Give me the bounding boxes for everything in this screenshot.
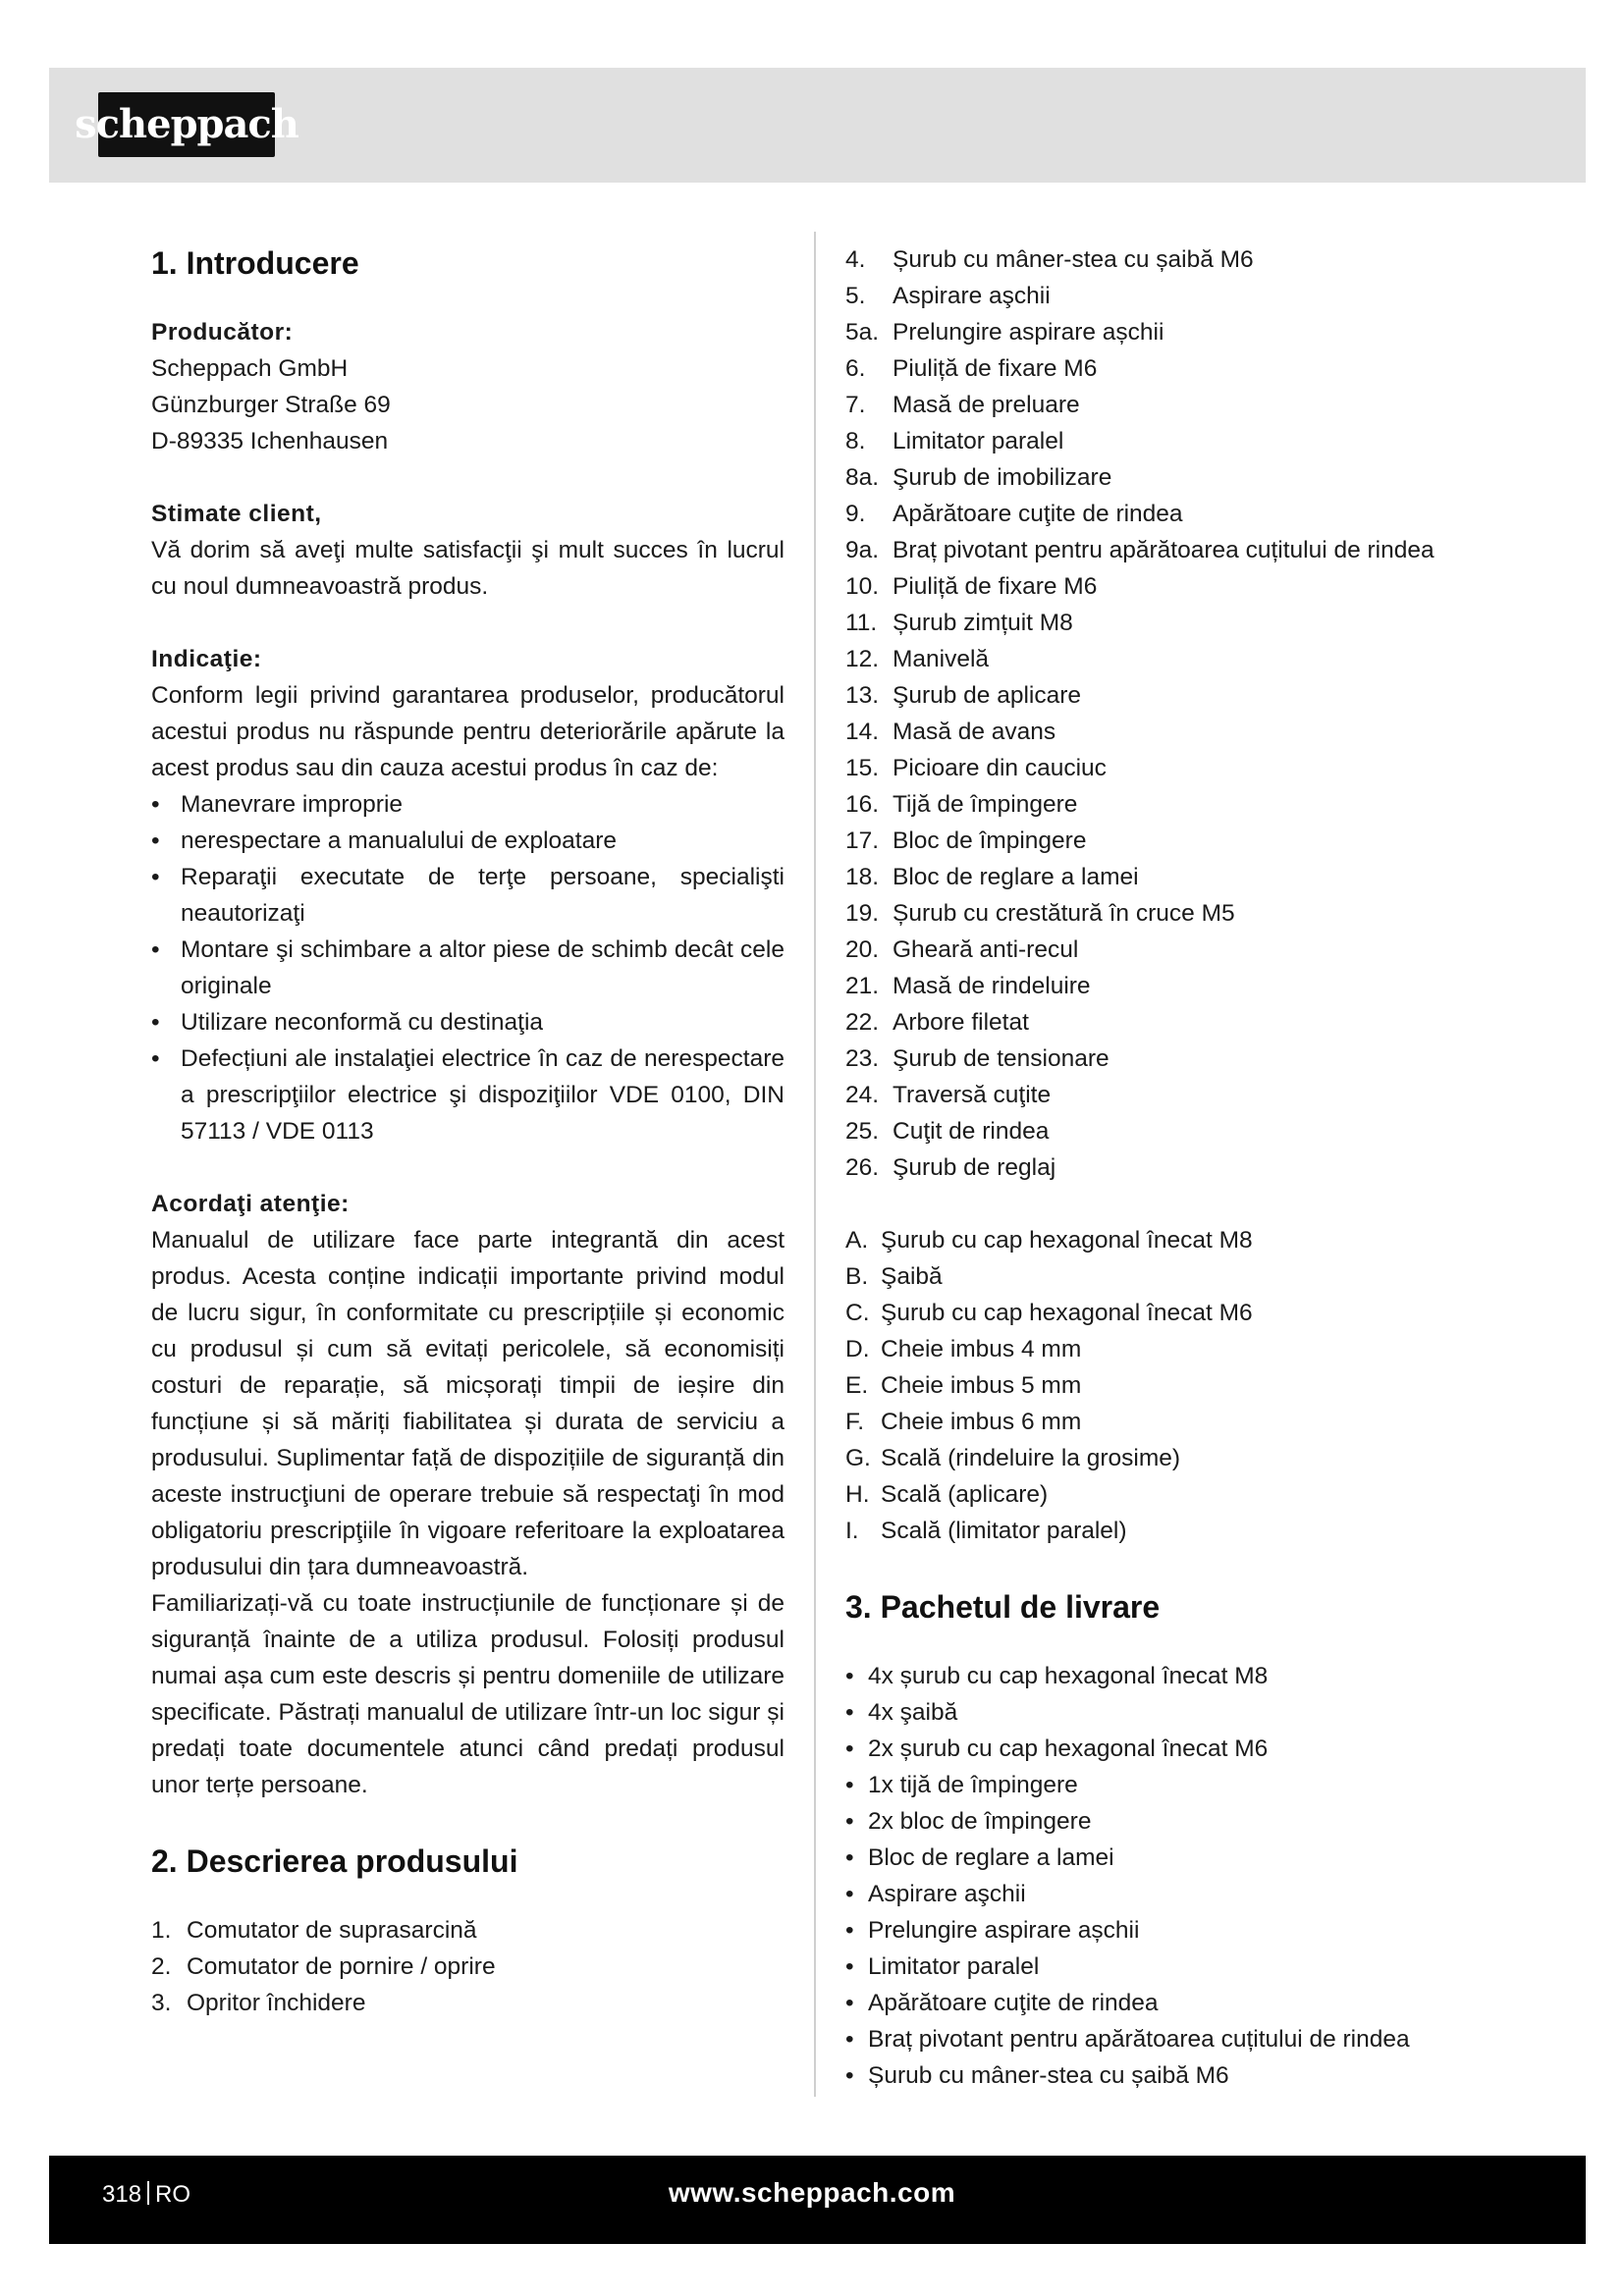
- accessory-letter-list: [845, 1222, 1533, 1549]
- list-item: 9. Apărătoare cuţite de rindea: [845, 501, 1183, 527]
- list-item: A. Şurub cu cap hexagonal înecat M8: [845, 1227, 1253, 1254]
- column-divider: [814, 232, 816, 2097]
- manufacturer-line: D-89335 Ichenhausen: [151, 428, 389, 454]
- list-item: • Șurub cu mâner-stea cu șaibă M6: [845, 2057, 1533, 2094]
- delivery-list: [845, 1658, 1533, 2094]
- list-item: • 4x şaibă: [845, 1694, 1533, 1731]
- list-item: • 1x tijă de împingere: [845, 1767, 1533, 1803]
- list-item: 2. Comutator de pornire / oprire: [151, 1953, 496, 1980]
- list-item: 12. Manivelă: [845, 646, 990, 672]
- list-item: 25. Cuţit de rindea: [845, 1118, 1050, 1145]
- list-item: I. Scală (limitator paralel): [845, 1518, 1127, 1544]
- list-item: 17. Bloc de împingere: [845, 828, 1087, 854]
- right-column: [845, 241, 1533, 2094]
- manufacturer-label: Producător:: [151, 319, 294, 346]
- attention-text: Manualul de utilizare face parte integrantă din acest produs. Acesta conține indicații importante privind modul de lucru sigur, în conformitate cu prescripțiile și economic cu produsul și cum să evitați pericolele, să economisiți costuri de reparație, să micșorați timpii de ieșire din funcțiune și să măriți fiabilitatea și durata de serviciu a produsului. Suplimentar față de dispozițiile de siguranță din aceste instrucţiuni de operare trebuie să respectaţi în mod obligatoriu prescripţiile în vigoare referitoare la exploatarea produsului din țara dumneavoastră.: [151, 1227, 785, 1580]
- manufacturer-line: Scheppach GmbH: [151, 355, 349, 382]
- list-item: H. Scală (aplicare): [845, 1481, 1049, 1508]
- list-item: 18. Bloc de reglare a lamei: [845, 864, 1139, 890]
- list-item: 14. Masă de avans: [845, 719, 1056, 745]
- attention-label: Acordaţi atenţie:: [151, 1191, 350, 1217]
- list-item: 23. Şurub de tensionare: [845, 1045, 1110, 1072]
- list-item: • Utilizare neconformă cu destinaţia: [151, 1004, 785, 1041]
- list-item: 6. Piuliță de fixare M6: [845, 355, 1098, 382]
- list-item: 10. Piuliță de fixare M6: [845, 573, 1098, 600]
- note-label: Indicaţie:: [151, 646, 262, 672]
- list-item: 19. Șurub cu crestătură în cruce M5: [845, 900, 1235, 927]
- list-item: 20. Gheară anti-recul: [845, 936, 1079, 963]
- description-list-left: [151, 1912, 785, 2021]
- list-item: 13. Şurub de aplicare: [845, 682, 1082, 709]
- list-item: E. Cheie imbus 5 mm: [845, 1372, 1082, 1399]
- left-column: [151, 241, 785, 2021]
- list-item: C. Şurub cu cap hexagonal înecat M6: [845, 1300, 1253, 1326]
- list-item: • nerespectare a manualului de exploatare: [151, 823, 785, 859]
- page-number: 318 RO: [102, 2181, 191, 2208]
- list-item: 26. Şurub de reglaj: [845, 1154, 1056, 1181]
- list-item: • Prelungire aspirare așchii: [845, 1912, 1533, 1949]
- section-title-description: 2. Descrierea produsului: [151, 1843, 518, 1879]
- list-item: 16. Tijă de împingere: [845, 791, 1078, 818]
- description-list-right: [845, 241, 1533, 1186]
- list-item: 21. Masă de rindeluire: [845, 973, 1091, 999]
- list-item: • Aspirare aşchii: [845, 1876, 1533, 1912]
- attention-text: Familiarizați-vă cu toate instrucțiunile de funcționare și de siguranță înainte de a utiliza produsul. Folosiți produsul numai așa cum este descris și pentru domeniile de utilizare specificate. Păstrați manualul de utilizare într-un loc sigur și predați toate documentele atunci când predați produsul unor terțe persoane.: [151, 1590, 785, 1798]
- list-item: 9a. Braț pivotant pentru apărătoarea cuțitului de rindea: [845, 537, 1435, 563]
- note-text: Conform legii privind garantarea produselor, producătorul acestui produs nu răspunde pentru deteriorările apărute la acest produs sau din cauza acestui produs în caz de:: [151, 682, 785, 781]
- note-bullet-list: [151, 786, 785, 1149]
- manufacturer-line: Günzburger Straße 69: [151, 392, 391, 418]
- list-item: • Defecțiuni ale instalaţiei electrice în caz de nerespectare a prescripţiilor electrice şi dispoziţiilor VDE 0100, DIN 57113 / VDE 0113: [151, 1041, 785, 1149]
- list-item: 11. Șurub zimțuit M8: [845, 610, 1073, 636]
- list-item: • Braț pivotant pentru apărătoarea cuțitului de rindea: [845, 2021, 1533, 2057]
- list-item: • Apărătoare cuţite de rindea: [845, 1985, 1533, 2021]
- list-item: 5. Aspirare aşchii: [845, 283, 1051, 309]
- list-item: • 2x șurub cu cap hexagonal înecat M6: [845, 1731, 1533, 1767]
- list-item: • 2x bloc de împingere: [845, 1803, 1533, 1840]
- list-item: F. Cheie imbus 6 mm: [845, 1409, 1082, 1435]
- list-item: G. Scală (rindeluire la grosime): [845, 1445, 1181, 1471]
- list-item: • Bloc de reglare a lamei: [845, 1840, 1533, 1876]
- list-item: D. Cheie imbus 4 mm: [845, 1336, 1082, 1362]
- list-item: 1. Comutator de suprasarcină: [151, 1917, 477, 1944]
- scheppach-logo: scheppach: [98, 92, 275, 157]
- list-item: 5a. Prelungire aspirare așchii: [845, 319, 1164, 346]
- list-item: 24. Traversă cuţite: [845, 1082, 1052, 1108]
- list-item: 8a. Şurub de imobilizare: [845, 464, 1112, 491]
- list-item: • Montare şi schimbare a altor piese de schimb decât cele originale: [151, 932, 785, 1004]
- list-item: 15. Picioare din cauciuc: [845, 755, 1107, 781]
- list-item: 8. Limitator paralel: [845, 428, 1064, 454]
- list-item: • Limitator paralel: [845, 1949, 1533, 1985]
- list-item: 22. Arbore filetat: [845, 1009, 1029, 1036]
- website-link[interactable]: www.scheppach.com: [668, 2177, 956, 2208]
- list-item: • 4x șurub cu cap hexagonal înecat M8: [845, 1658, 1533, 1694]
- section-title-delivery: 3. Pachetul de livrare: [845, 1589, 1161, 1625]
- list-item: • Reparaţii executate de terţe persoane, specialişti neautorizaţi: [151, 859, 785, 932]
- list-item: • Manevrare improprie: [151, 786, 785, 823]
- list-item: 3. Opritor închidere: [151, 1990, 366, 2016]
- dear-customer-text: Vă dorim să aveţi multe satisfacţii şi mult succes în lucrul cu noul dumneavoastră produs.: [151, 537, 785, 600]
- list-item: 4. Șurub cu mâner-stea cu șaibă M6: [845, 246, 1254, 273]
- list-item: 7. Masă de preluare: [845, 392, 1080, 418]
- dear-customer-label: Stimate client,: [151, 501, 322, 527]
- section-title-introduction: 1. Introducere: [151, 245, 359, 281]
- list-item: B. Şaibă: [845, 1263, 943, 1290]
